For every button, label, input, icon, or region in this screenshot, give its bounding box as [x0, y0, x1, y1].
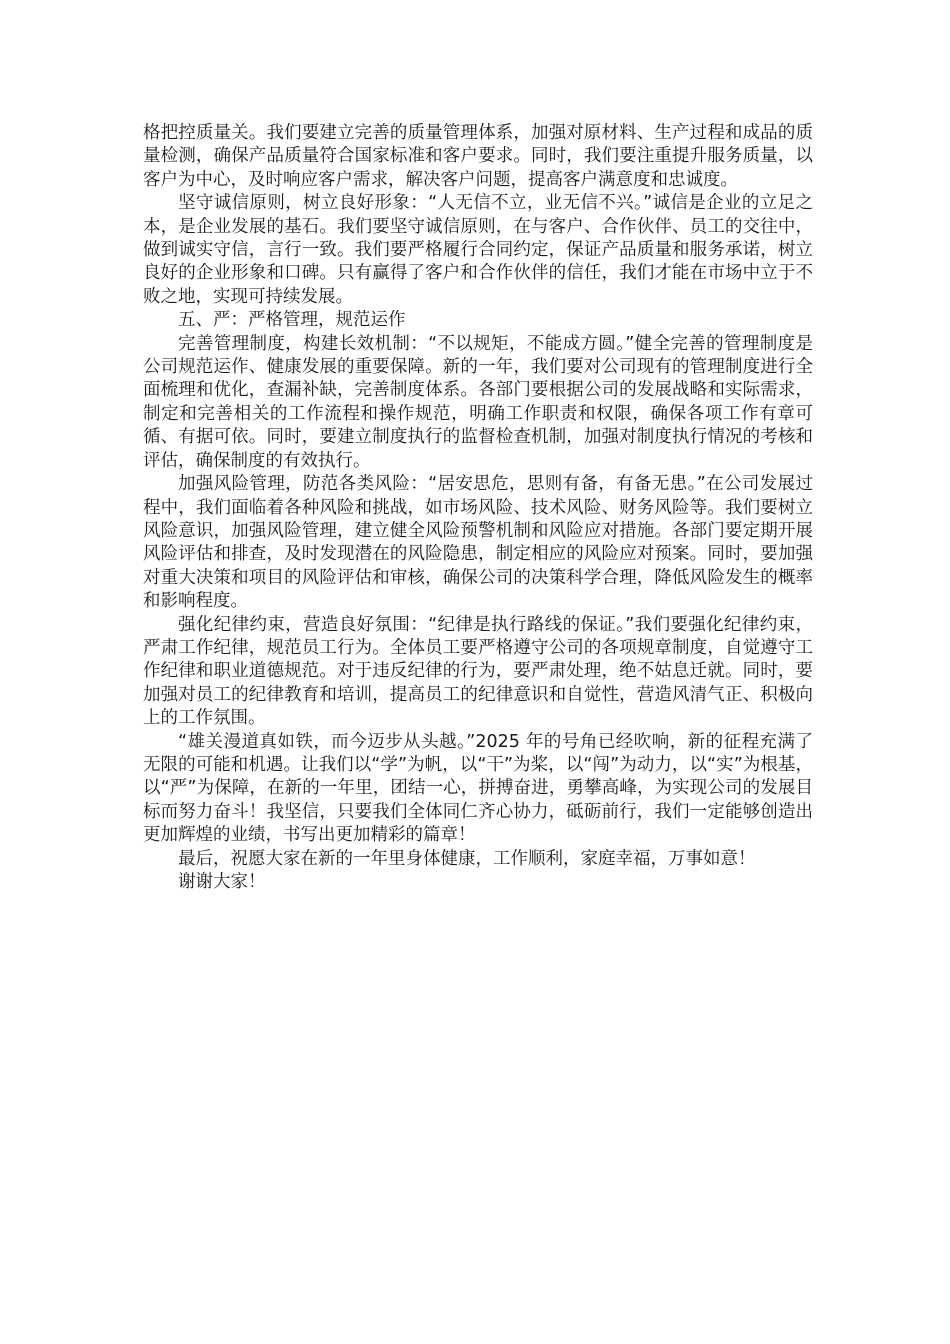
paragraph-discipline: 强化纪律约束，营造良好氛围：“纪律是执行路线的保证。”我们要强化纪律约束，严肃工作纪律，规范员工行为。全体员工要严格遵守公司的各项规章制度，自觉遵守工作纪律和职业道德规范。对于违反纪律的行为，要严肃处理，绝不姑息迁就。同时，要加强对员工的纪律教育和培训，提高员工的纪律意识和自觉性，营造风清气正、积极向上的工作氛围。	[143, 614, 813, 729]
paragraph-quality-continued: 格把控质量关。我们要建立完善的质量管理体系，加强对原材料、生产过程和成品的质量检测，确保产品质量符合国家标准和客户要求。同时，我们要注重提升服务质量，以客户为中心，及时响应客户需求，解决客户问题，提高客户满意度和忠诚度。	[143, 123, 813, 190]
document-body	[143, 122, 813, 894]
paragraph-thanks: 谢谢大家！	[178, 872, 266, 892]
paragraph-integrity: 坚守诚信原则，树立良好形象：“人无信不立，业无信不兴。”诚信是企业的立足之本，是企业发展的基石。我们要坚守诚信原则，在与客户、合作伙伴、员工的交往中，做到诚实守信，言行一致。我们要严格履行合同约定，保证产品质量和服务承诺，树立良好的企业形象和口碑。只有赢得了客户和合作伙伴的信任，我们才能在市场中立于不败之地，实现可持续发展。	[143, 193, 813, 307]
paragraph-risk-management: 加强风险管理，防范各类风险：“居安思危，思则有备，有备无患。”在公司发展过程中，我们面临着各种风险和挑战，如市场风险、技术风险、财务风险等。我们要树立风险意识，加强风险管理，建立健全风险预警机制和风险应对措施。各部门要定期开展风险评估和排查，及时发现潜在的风险隐患，制定相应的风险应对预案。同时，要加强对重大决策和项目的风险评估和审核，确保公司的决策科学合理，降低风险发生的概率和影响程度。	[143, 474, 813, 612]
paragraph-management-system: 完善管理制度，构建长效机制：“不以规矩，不能成方圆。”健全完善的管理制度是公司规范运作、健康发展的重要保障。新的一年，我们要对公司现有的管理制度进行全面梳理和优化，查漏补缺，完善制度体系。各部门要根据公司的发展战略和实际需求，制定和完善相关的工作流程和操作规范，明确工作职责和权限，确保各项工作有章可循、有据可依。同时，要建立制度执行的监督检查机制，加强对制度执行情况的考核和评估，确保制度的有效执行。	[143, 333, 813, 471]
paragraph-wishes: 最后，祝愿大家在新的一年里身体健康，工作顺利，家庭幸福，万事如意！	[178, 848, 756, 869]
paragraph-closing-call: “雄关漫道真如铁，而今迈步从头越。”2025 年的号角已经吹响，新的征程充满了无限的可能和机遇。让我们以“学”为帆，以“干”为桨，以“闯”为动力，以“实”为根基，以“严”为保障，在新的一年里，团结一心，拼搏奋进，勇攀高峰，为实现公司的发展目标而努力奋斗！我坚信，只要我们全体同仁齐心协力，砥砺前行，我们一定能够创造出更加辉煌的业绩，书写出更加精彩的篇章！	[143, 731, 813, 846]
section-heading-strict: 五、严：严格管理，规范运作	[178, 310, 406, 331]
